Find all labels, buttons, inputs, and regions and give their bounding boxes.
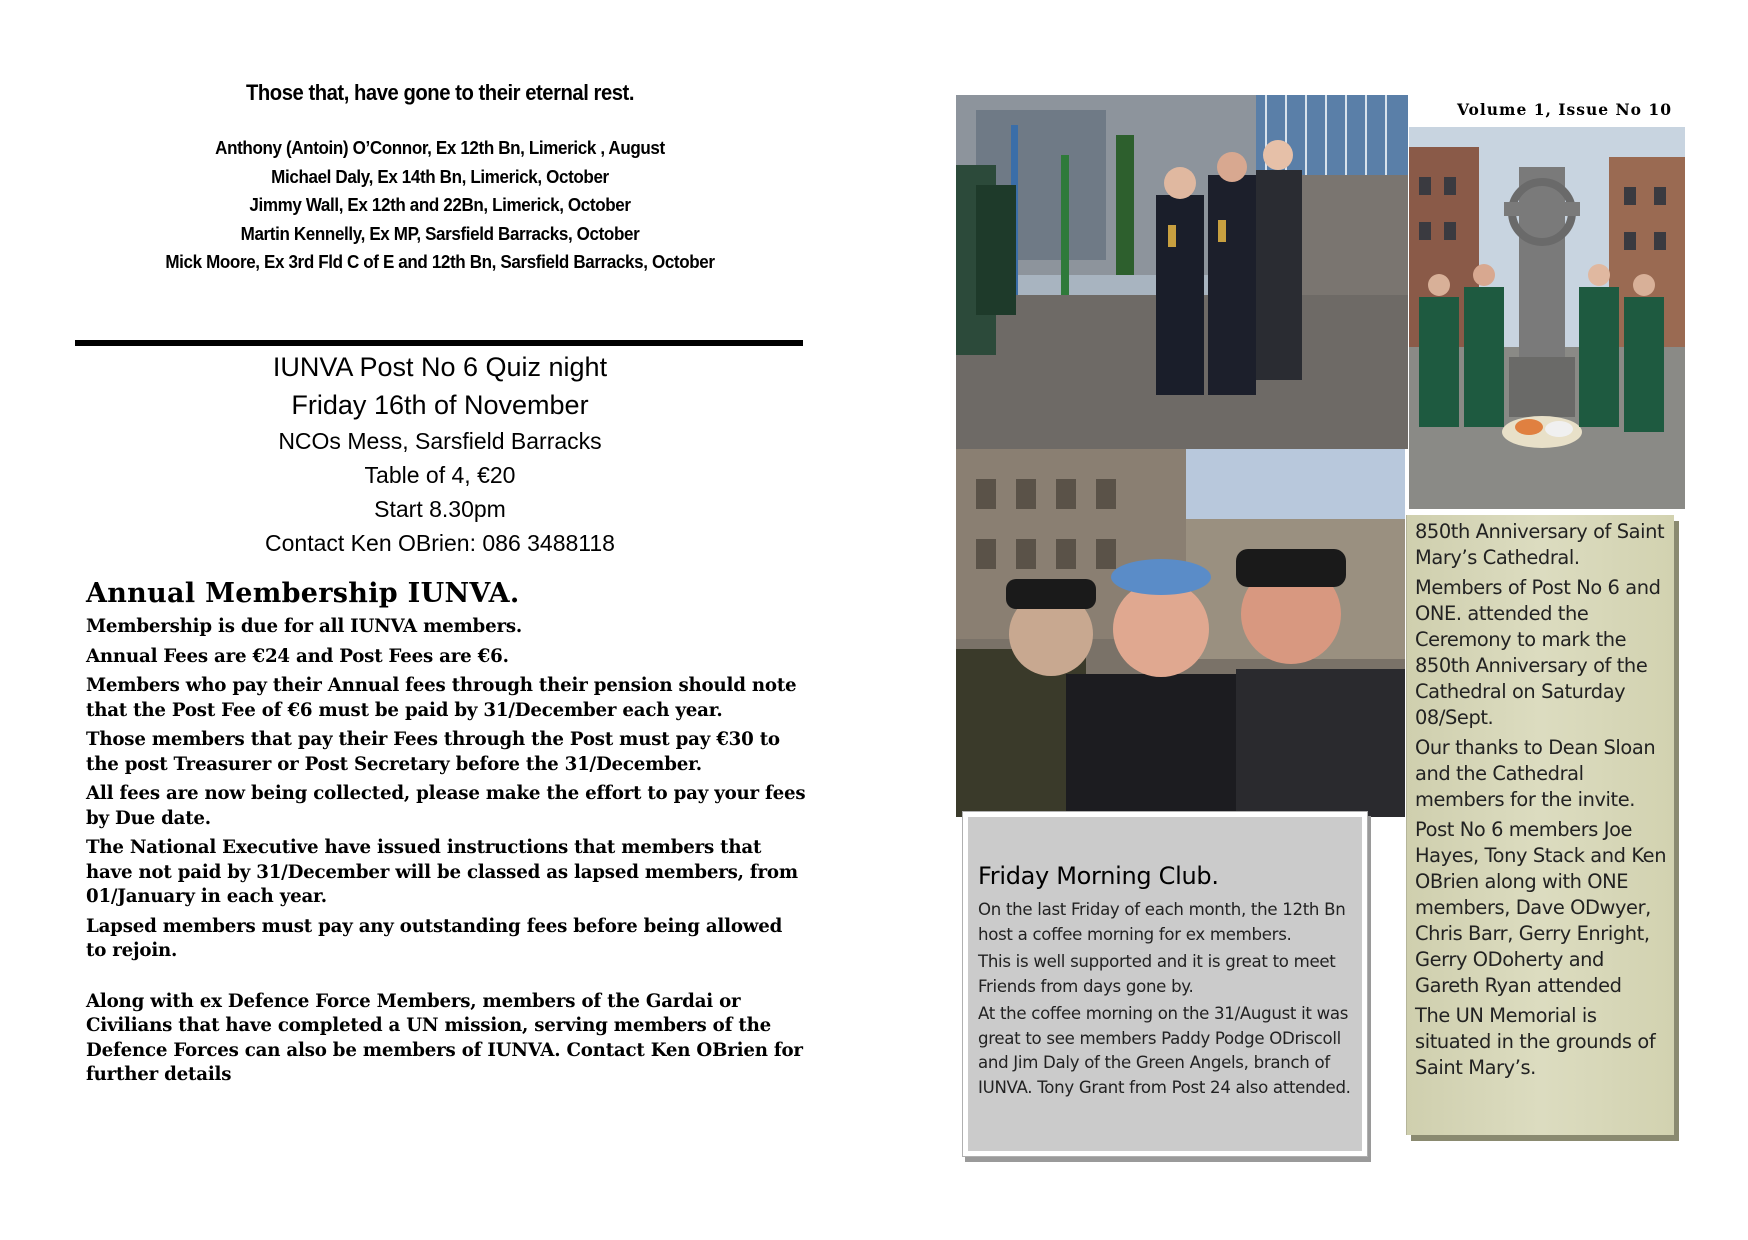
issue-volume-label: Volume 1, Issue No 10 [1456,100,1672,119]
memorial-name: Anthony (Antoin) O’Connor, Ex 12th Bn, Limerick , August [215,137,665,158]
anniversary-paragraph: Our thanks to Dean Sloan and the Cathedral members for the invite. [1415,736,1656,811]
quiz-title: IUNVA Post No 6 Quiz night [272,352,608,382]
friday-morning-club-box [963,812,1367,1156]
anniversary-title: 850th Anniversary of Saint Mary’s Cathedral. [1415,520,1665,569]
friday-club-paragraph: At the coffee morning on the 31/August it was great to see members Paddy Podge ODriscoll and Jim Daly of the Green Angels, branch of IUNVA. Tony Grant from Post 24 also attended. [978,1004,1351,1097]
friday-club-paragraph: On the last Friday of each month, the 12th Bn host a coffee morning for ex members. [978,900,1346,944]
photo-veterans-parade [956,95,1408,449]
friday-club-title: Friday Morning Club. [978,862,1219,890]
membership-paragraph: Membership is due for all IUNVA members. [86,616,523,637]
friday-club-paragraph: This is well supported and it is great to meet Friends from days gone by. [978,952,1336,996]
memorial-name: Jimmy Wall, Ex 12th and 22Bn, Limerick, October [249,194,631,216]
membership-paragraph: Members who pay their Annual fees through their pension should note that the Post Fee of €6 must be paid by 31/December each year. [86,675,797,721]
memorial-name: Michael Daly, Ex 14th Bn, Limerick, October [271,165,609,187]
membership-title: Annual Membership IUNVA. [86,578,520,609]
anniversary-paragraph: The UN Memorial is situated in the grounds of Saint Mary’s. [1415,1004,1656,1079]
membership-paragraph: Along with ex Defence Force Members, members of the Gardai or Civilians that have completed a UN mission, serving members of the Defence Forces can also be members of IUNVA. Contact Ken OBrien for further details [86,990,803,1085]
section-divider [75,340,803,346]
memorial-name: Martin Kennelly, Ex MP, Sarsfield Barracks, October [240,222,640,244]
quiz-date: Friday 16th of November [291,390,589,420]
photo-un-memorial [1409,127,1685,509]
membership-paragraph: Lapsed members must pay any outstanding fees before being allowed to rejoin. [86,915,783,961]
memorial-section [90,80,790,277]
memorial-title: Those that, have gone to their eternal rest. [245,80,635,105]
quiz-venue: NCOs Mess, Sarsfield Barracks [278,428,602,454]
membership-paragraph: Those members that pay their Fees through the Post must pay €30 to the post Treasurer or Post Secretary before the 31/December. [86,729,780,775]
memorial-names [90,134,790,277]
quiz-start-time: Start 8.30pm [374,496,506,522]
membership-paragraph: All fees are now being collected, please make the effort to pay your fees by Due date. [86,783,806,829]
quiz-night-notice [140,348,740,560]
membership-paragraph: Annual Fees are €24 and Post Fees are €6. [86,645,509,667]
quiz-table-price: Table of 4, €20 [364,462,516,488]
membership-section [86,578,806,1093]
memorial-name: Mick Moore, Ex 3rd Fld C of E and 12th Bn, Sarsfield Barracks, October [165,251,715,273]
photo-three-veterans [956,449,1405,817]
anniversary-paragraph: Post No 6 members Joe Hayes, Tony Stack and Ken OBrien along with ONE members, Dave ODwyer, Chris Barr, Gerry Enright, Gerry ODoherty and Gareth Ryan attended [1415,818,1667,997]
quiz-contact: Contact Ken OBrien: 086 3488118 [265,530,615,556]
membership-paragraph: The National Executive have issued instructions that members that have not paid by 31/December will be classed as lapsed members, from 01/January in each year. [86,837,798,907]
anniversary-box [1406,515,1674,1135]
anniversary-paragraph: Members of Post No 6 and ONE. attended the Ceremony to mark the 850th Anniversary of the Cathedral on Saturday 08/Sept. [1415,576,1661,729]
